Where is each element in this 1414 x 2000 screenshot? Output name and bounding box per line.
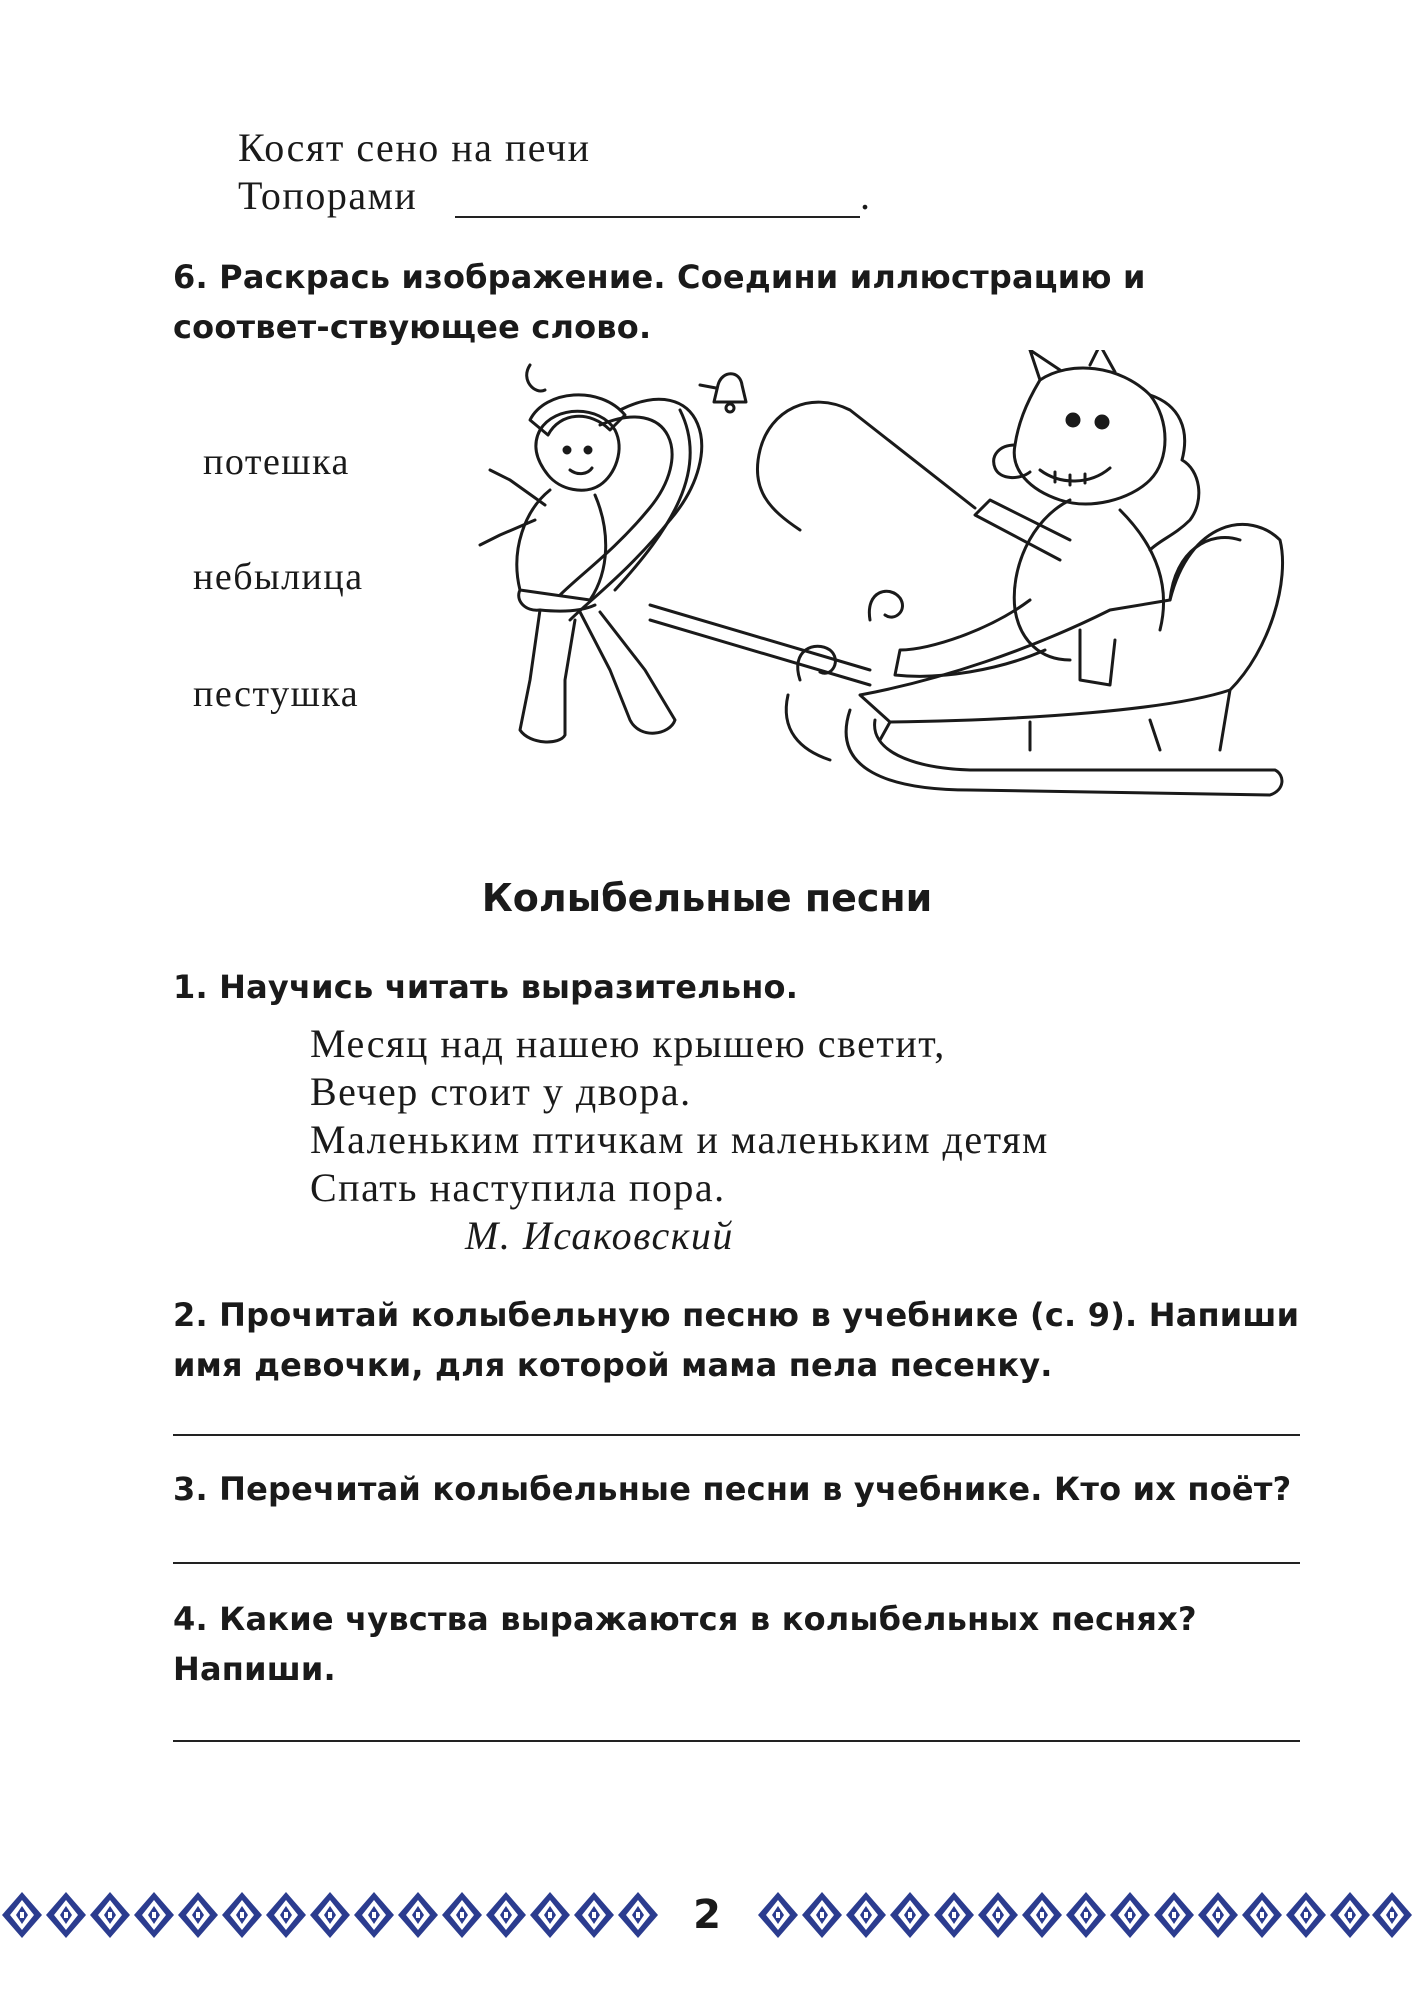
sleigh — [786, 524, 1282, 795]
task-3: 3. Перечитай колыбельные песни в учебнике. Кто их поёт? — [173, 1470, 1292, 1508]
word-poteshka[interactable]: потешка — [203, 441, 350, 483]
bell-icon — [700, 374, 746, 412]
lullaby-line-2: Вечер стоит у двора. — [310, 1069, 692, 1114]
word-pestushka[interactable]: пестушка — [193, 673, 360, 715]
task-6-text: 6. Раскрась изображение. Соедини иллюстрацию и соответ-ствующее слово. — [173, 258, 1146, 346]
task-4: 4. Какие чувства выражаются в колыбельных песнях? Напиши. — [173, 1600, 1197, 1688]
word-nebylitsa[interactable]: небылица — [193, 556, 364, 598]
answer-line-task-4[interactable] — [173, 1740, 1300, 1742]
task-2: 2. Прочитай колыбельную песню в учебнике (с. 9). Напиши имя девочки, для которой мама пела песенку. — [173, 1296, 1300, 1384]
answer-line-task-2[interactable] — [173, 1434, 1300, 1436]
ornament-left — [0, 1890, 660, 1940]
answer-line-task-3[interactable] — [173, 1562, 1300, 1564]
lullaby-line-3: Маленьким птичкам и маленьким детям — [310, 1117, 1049, 1162]
lullaby-author: М. Исаковский — [465, 1213, 734, 1258]
task-1: 1. Научись читать выразительно. — [173, 968, 799, 1006]
harness-shafts — [615, 410, 870, 685]
lullaby-line-1: Месяц над нашею крышею светит, — [310, 1021, 946, 1066]
harness-arc — [560, 399, 702, 620]
page-number: 2 — [693, 1892, 721, 1938]
section-title: Колыбельные песни — [481, 876, 933, 920]
coloring-illustration[interactable] — [470, 350, 1290, 820]
poem-line-2 — [238, 172, 417, 220]
poem-line-2-text: Топорами — [238, 173, 418, 218]
poem-end-punct: . — [860, 173, 872, 218]
horse — [757, 350, 1198, 685]
fill-in-blank[interactable] — [455, 216, 860, 218]
lullaby-line-4: Спать наступила пора. — [310, 1165, 726, 1210]
poem-line-1: Косят сено на печи — [238, 125, 591, 170]
ornament-right — [756, 1890, 1414, 1940]
task-6 — [173, 252, 1303, 352]
